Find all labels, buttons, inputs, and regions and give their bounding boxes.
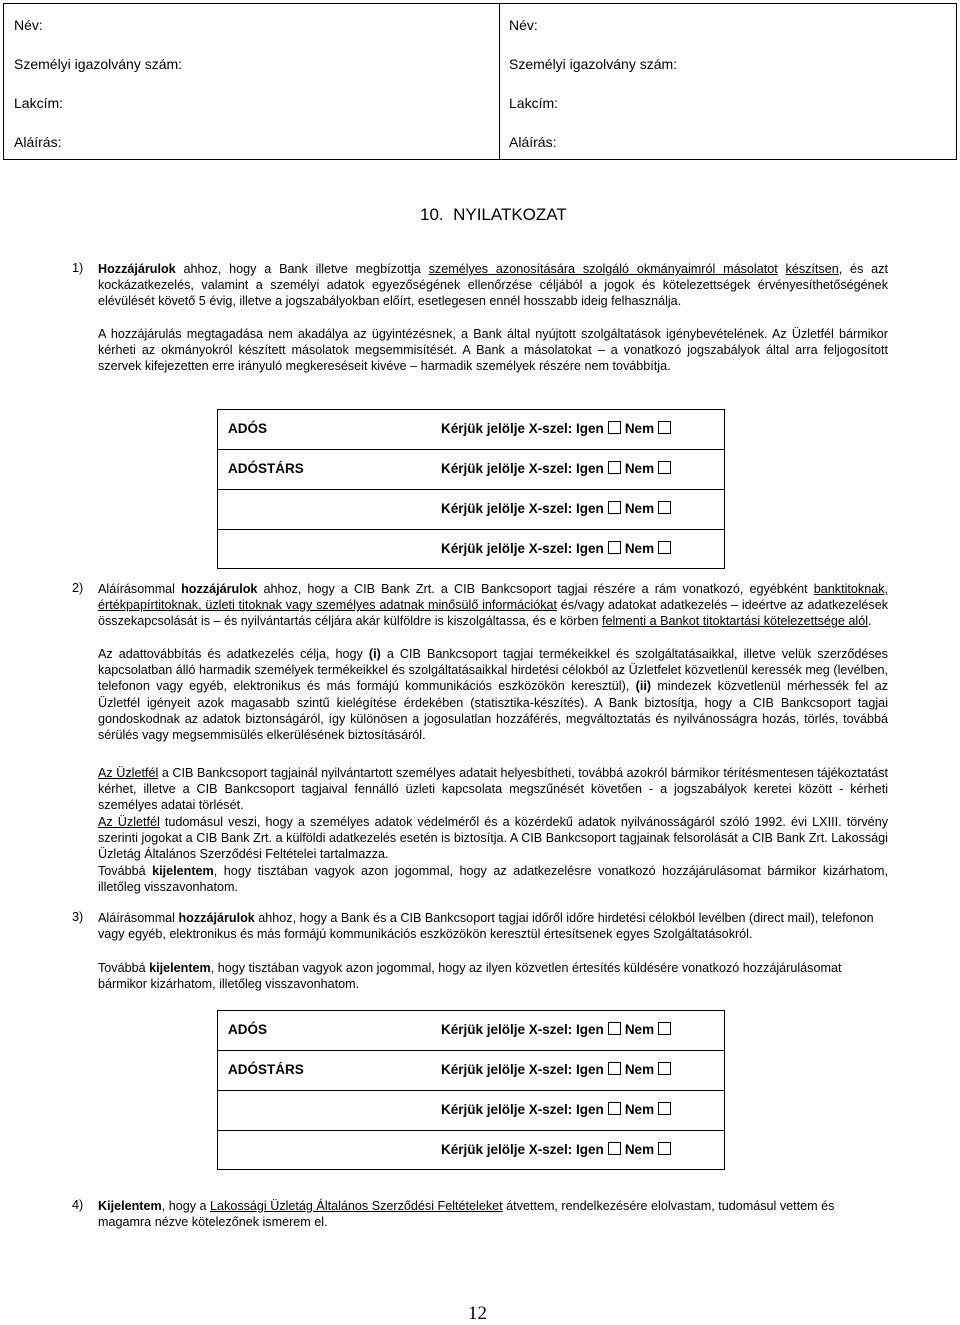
section-2-paragraph-3: [98, 765, 888, 814]
no-checkbox[interactable]: [658, 421, 671, 434]
consent-row: [218, 530, 724, 570]
bold-term: kijelentem: [149, 961, 211, 975]
section-1-text: [98, 261, 888, 310]
signature-column-left: [4, 4, 500, 159]
consent-row: [218, 1131, 724, 1171]
bold-term: Kijelentem: [98, 1199, 162, 1213]
no-checkbox[interactable]: [658, 541, 671, 554]
underlined-text: Lakossági Üzletág Általános Szerződési Feltételeket: [210, 1199, 503, 1213]
text: , hogy tisztában vagyok azon jogommal, hogy az ilyen közvetlen értesítés küldésére vonatkozó hozzájárulásomat bármikor kizárhatom, illetőleg visszavonhatom.: [98, 961, 842, 992]
section-3-paragraph-2: [98, 960, 888, 992]
text: , hogy tisztában vagyok azon jogommal, hogy az adatkezelésre vonatkozó hozzájárulásomat bármikor kizárhatom, illetőleg visszavonhatom.: [98, 864, 888, 895]
no-text: Nem: [624, 501, 655, 516]
no-checkbox[interactable]: [658, 461, 671, 474]
ask-text: Kérjük jelölje X-szel: Igen: [441, 1142, 604, 1157]
underlined-text: személyes azonosítására szolgáló okmányaimról másolatot: [428, 262, 778, 276]
text: .: [868, 614, 872, 629]
id-number-label: Személyi igazolvány szám:: [509, 56, 678, 72]
yes-checkbox[interactable]: [608, 461, 621, 474]
name-label: Név:: [14, 17, 43, 33]
consent-question: [441, 421, 675, 436]
yes-checkbox[interactable]: [608, 1142, 621, 1155]
consent-question: [441, 541, 675, 556]
ask-text: Kérjük jelölje X-szel: Igen: [441, 1022, 604, 1037]
page-title: 10. NYILATKOZAT: [420, 205, 567, 224]
no-checkbox[interactable]: [658, 1102, 671, 1115]
text: ahhoz, hogy a CIB Bank Zrt. a CIB Bankcsoport tagjai részére a rám vonatkozó, egyébként: [257, 582, 814, 596]
bold-term: (i): [368, 647, 381, 661]
underlined-text: Az Üzletfél: [98, 766, 159, 780]
section-1-paragraph-2: A hozzájárulás megtagadása nem akadálya az ügyintézésnek, a Bank által nyújtott szolgáltatások igénybevételének. Az Üzletfél bármikor kérheti az okmányokról készített másolatok megsemmisítését. A Bank a másolatokat – a vonatkozó jogszabályok által arra feljogosított szervek kifejezetten erre irányuló megkereséseit kivéve – harmadik személyek részére nem továbbítja.: [98, 327, 888, 374]
ask-text: Kérjük jelölje X-szel: Igen: [441, 1102, 604, 1117]
consent-question: [441, 1142, 675, 1157]
text: ahhoz, hogy a Bank illetve megbízottja: [175, 262, 429, 276]
text: mindezek közvetlenül mérhessék fel az Üzletfél igényeit azok magasabb szintű kielégítése érdekében (statisztika-készítés). A Bank biztosítja, hogy a CIB Bankcsoport tagjai gondoskodnak az adatok biztonságáról, így különösen a jogosulatlan hozzáférés, megváltoztatás és nyilvánosságra hozás, törlés, továbbá sérülés vagy megsemmisülés elkerülésének biztosításáról.: [98, 679, 888, 743]
ask-text: Kérjük jelölje X-szel: Igen: [441, 501, 604, 516]
consent-box-2: [217, 1010, 725, 1170]
no-text: Nem: [624, 1062, 655, 1077]
section-2-paragraph-5: [98, 863, 888, 895]
role-label: ADÓSTÁRS: [228, 1062, 304, 1077]
text: Aláírásommal: [98, 911, 179, 925]
consent-row: [218, 490, 724, 530]
signature-table: [3, 3, 957, 160]
address-label: Lakcím:: [14, 95, 64, 111]
id-number-label: Személyi igazolvány szám:: [14, 56, 183, 72]
consent-question: [441, 1102, 675, 1117]
name-label: Név:: [509, 17, 538, 33]
text: a CIB Bankcsoport tagjai termékeikkel és szolgáltatásaikkal, illetve velük szerződéses kapcsolatban álló harmadik személyek termékeikkel és szolgáltatásaikkal hirdetési célokból az Üzletfelet közvetlenül keressék meg (levélben, telefonon vagy egyéb, elektronikus és más formájú kommunikációs eszközökön keresztül),: [98, 647, 888, 694]
signature-column-right: [499, 4, 956, 159]
role-label: ADÓSTÁRS: [228, 461, 304, 476]
no-text: Nem: [624, 461, 655, 476]
ask-text: Kérjük jelölje X-szel: Igen: [441, 1062, 604, 1077]
bold-term: hozzájárulok: [181, 582, 258, 596]
text: tudomásul veszi, hogy a személyes adatok védelméről és a közérdekű adatok nyilvánosságáról szóló 1992. évi LXIII. törvény szerinti jogokat a CIB Bank Zrt. a külföldi adatkezelés esetén is biztosítja. A CIB Bankcsoport tagjainak felsorolását a CIB Bank Zrt. Lakossági Üzletág Általános Szerződési Feltételei tartalmazza.: [98, 815, 888, 862]
section-number: 4): [72, 1198, 84, 1212]
consent-row: [218, 1091, 724, 1131]
section-number: 3): [72, 910, 84, 924]
section-3-text: [98, 910, 888, 942]
consent-row: [218, 450, 724, 490]
yes-checkbox[interactable]: [608, 501, 621, 514]
section-number: 1): [72, 261, 84, 275]
underlined-text: felmenti a Bankot titoktartási kötelezettsége alól: [602, 614, 869, 629]
yes-checkbox[interactable]: [608, 541, 621, 554]
section-2-text: [98, 581, 888, 630]
no-checkbox[interactable]: [658, 501, 671, 514]
underlined-text: Az Üzletfél: [98, 815, 160, 829]
section-2-paragraph-2: [98, 646, 888, 743]
yes-checkbox[interactable]: [608, 1022, 621, 1035]
ask-text: Kérjük jelölje X-szel: Igen: [441, 461, 604, 476]
consent-row: [218, 410, 724, 450]
bold-term: (ii): [635, 679, 652, 694]
section-4-text: [98, 1198, 888, 1230]
yes-checkbox[interactable]: [608, 1062, 621, 1075]
text: ahhoz, hogy a Bank és a CIB Bankcsoport tagjai időről időre hirdetési célokból levélben (direct mail), telefonon vagy egyéb, elektronikus és más formájú kommunikációs eszközökön keresztül értesítsenek egyes Szolgáltatásokról.: [98, 911, 874, 942]
no-checkbox[interactable]: [658, 1062, 671, 1075]
underlined-text: banktitoknak, értékpapírtitoknak, üzleti titoknak vagy személyes adatnak minősülő információkat: [98, 582, 889, 613]
text: , és azt kockázatkezelés, valamint a személyi adatok egyezőségének ellenőrzése céljából a jogok és kötelezettségek érvényesíthetőségének elévülését követő 5 évig, illetve a jogszabályokban előírt, esetlegesen ennél hosszabb ideig felhasználja.: [98, 262, 888, 309]
no-checkbox[interactable]: [658, 1142, 671, 1155]
page-number: 12: [468, 1303, 487, 1324]
signature-label: Aláírás:: [14, 134, 62, 150]
section-2-paragraph-4: [98, 814, 888, 863]
consent-question: [441, 501, 675, 516]
signature-label: Aláírás:: [509, 134, 557, 150]
ask-text: Kérjük jelölje X-szel: Igen: [441, 541, 604, 556]
text: , hogy a: [161, 1199, 211, 1213]
underlined-text: készítsen: [785, 262, 839, 276]
no-text: Nem: [624, 1102, 655, 1117]
yes-checkbox[interactable]: [608, 1102, 621, 1115]
text: a CIB Bankcsoport tagjainál nyilvántartott személyes adatait helyesbítheti, továbbá azokról bármikor térítésmentesen tájékoztatást kérhet, illetve a CIB Bankcsoport tagjaival fennálló üzleti kapcsolata megszűnését követően - a jogszabályok keretei között - kérheti személyes adatai törlését.: [98, 766, 888, 813]
consent-question: [441, 1062, 675, 1077]
no-text: Nem: [624, 421, 655, 436]
section-number: 2): [72, 581, 84, 595]
text: Továbbá: [98, 864, 153, 878]
consent-question: [441, 1022, 675, 1037]
consent-row: [218, 1011, 724, 1051]
text: Az adattovábbítás és adatkezelés célja, hogy: [98, 647, 369, 661]
bold-term: kijelentem: [152, 864, 214, 878]
consent-box-1: [217, 409, 725, 569]
bold-term: hozzájárulok: [178, 911, 255, 925]
no-text: Nem: [624, 1142, 655, 1157]
role-label: ADÓS: [228, 1022, 268, 1037]
text: és/vagy adatokat adatkezelés – ideértve az adatkezelések összekapcsolását is – és nyilvántartás céljára akár külföldre is kiszolgáltassa, és e körben: [98, 598, 888, 629]
no-text: Nem: [624, 541, 655, 556]
address-label: Lakcím:: [509, 95, 559, 111]
ask-text: Kérjük jelölje X-szel: Igen: [441, 421, 604, 436]
role-label: ADÓS: [228, 421, 268, 436]
bold-term: Hozzájárulok: [98, 262, 176, 276]
consent-row: [218, 1051, 724, 1091]
consent-question: [441, 461, 675, 476]
no-text: Nem: [624, 1022, 655, 1037]
text: Aláírásommal: [98, 582, 182, 596]
text: Továbbá: [98, 961, 150, 975]
yes-checkbox[interactable]: [608, 421, 621, 434]
no-checkbox[interactable]: [658, 1022, 671, 1035]
text: átvettem, rendelkezésére elolvastam, tudomásul vettem és magamra nézve kötelezőnek ismerem el.: [98, 1199, 835, 1230]
